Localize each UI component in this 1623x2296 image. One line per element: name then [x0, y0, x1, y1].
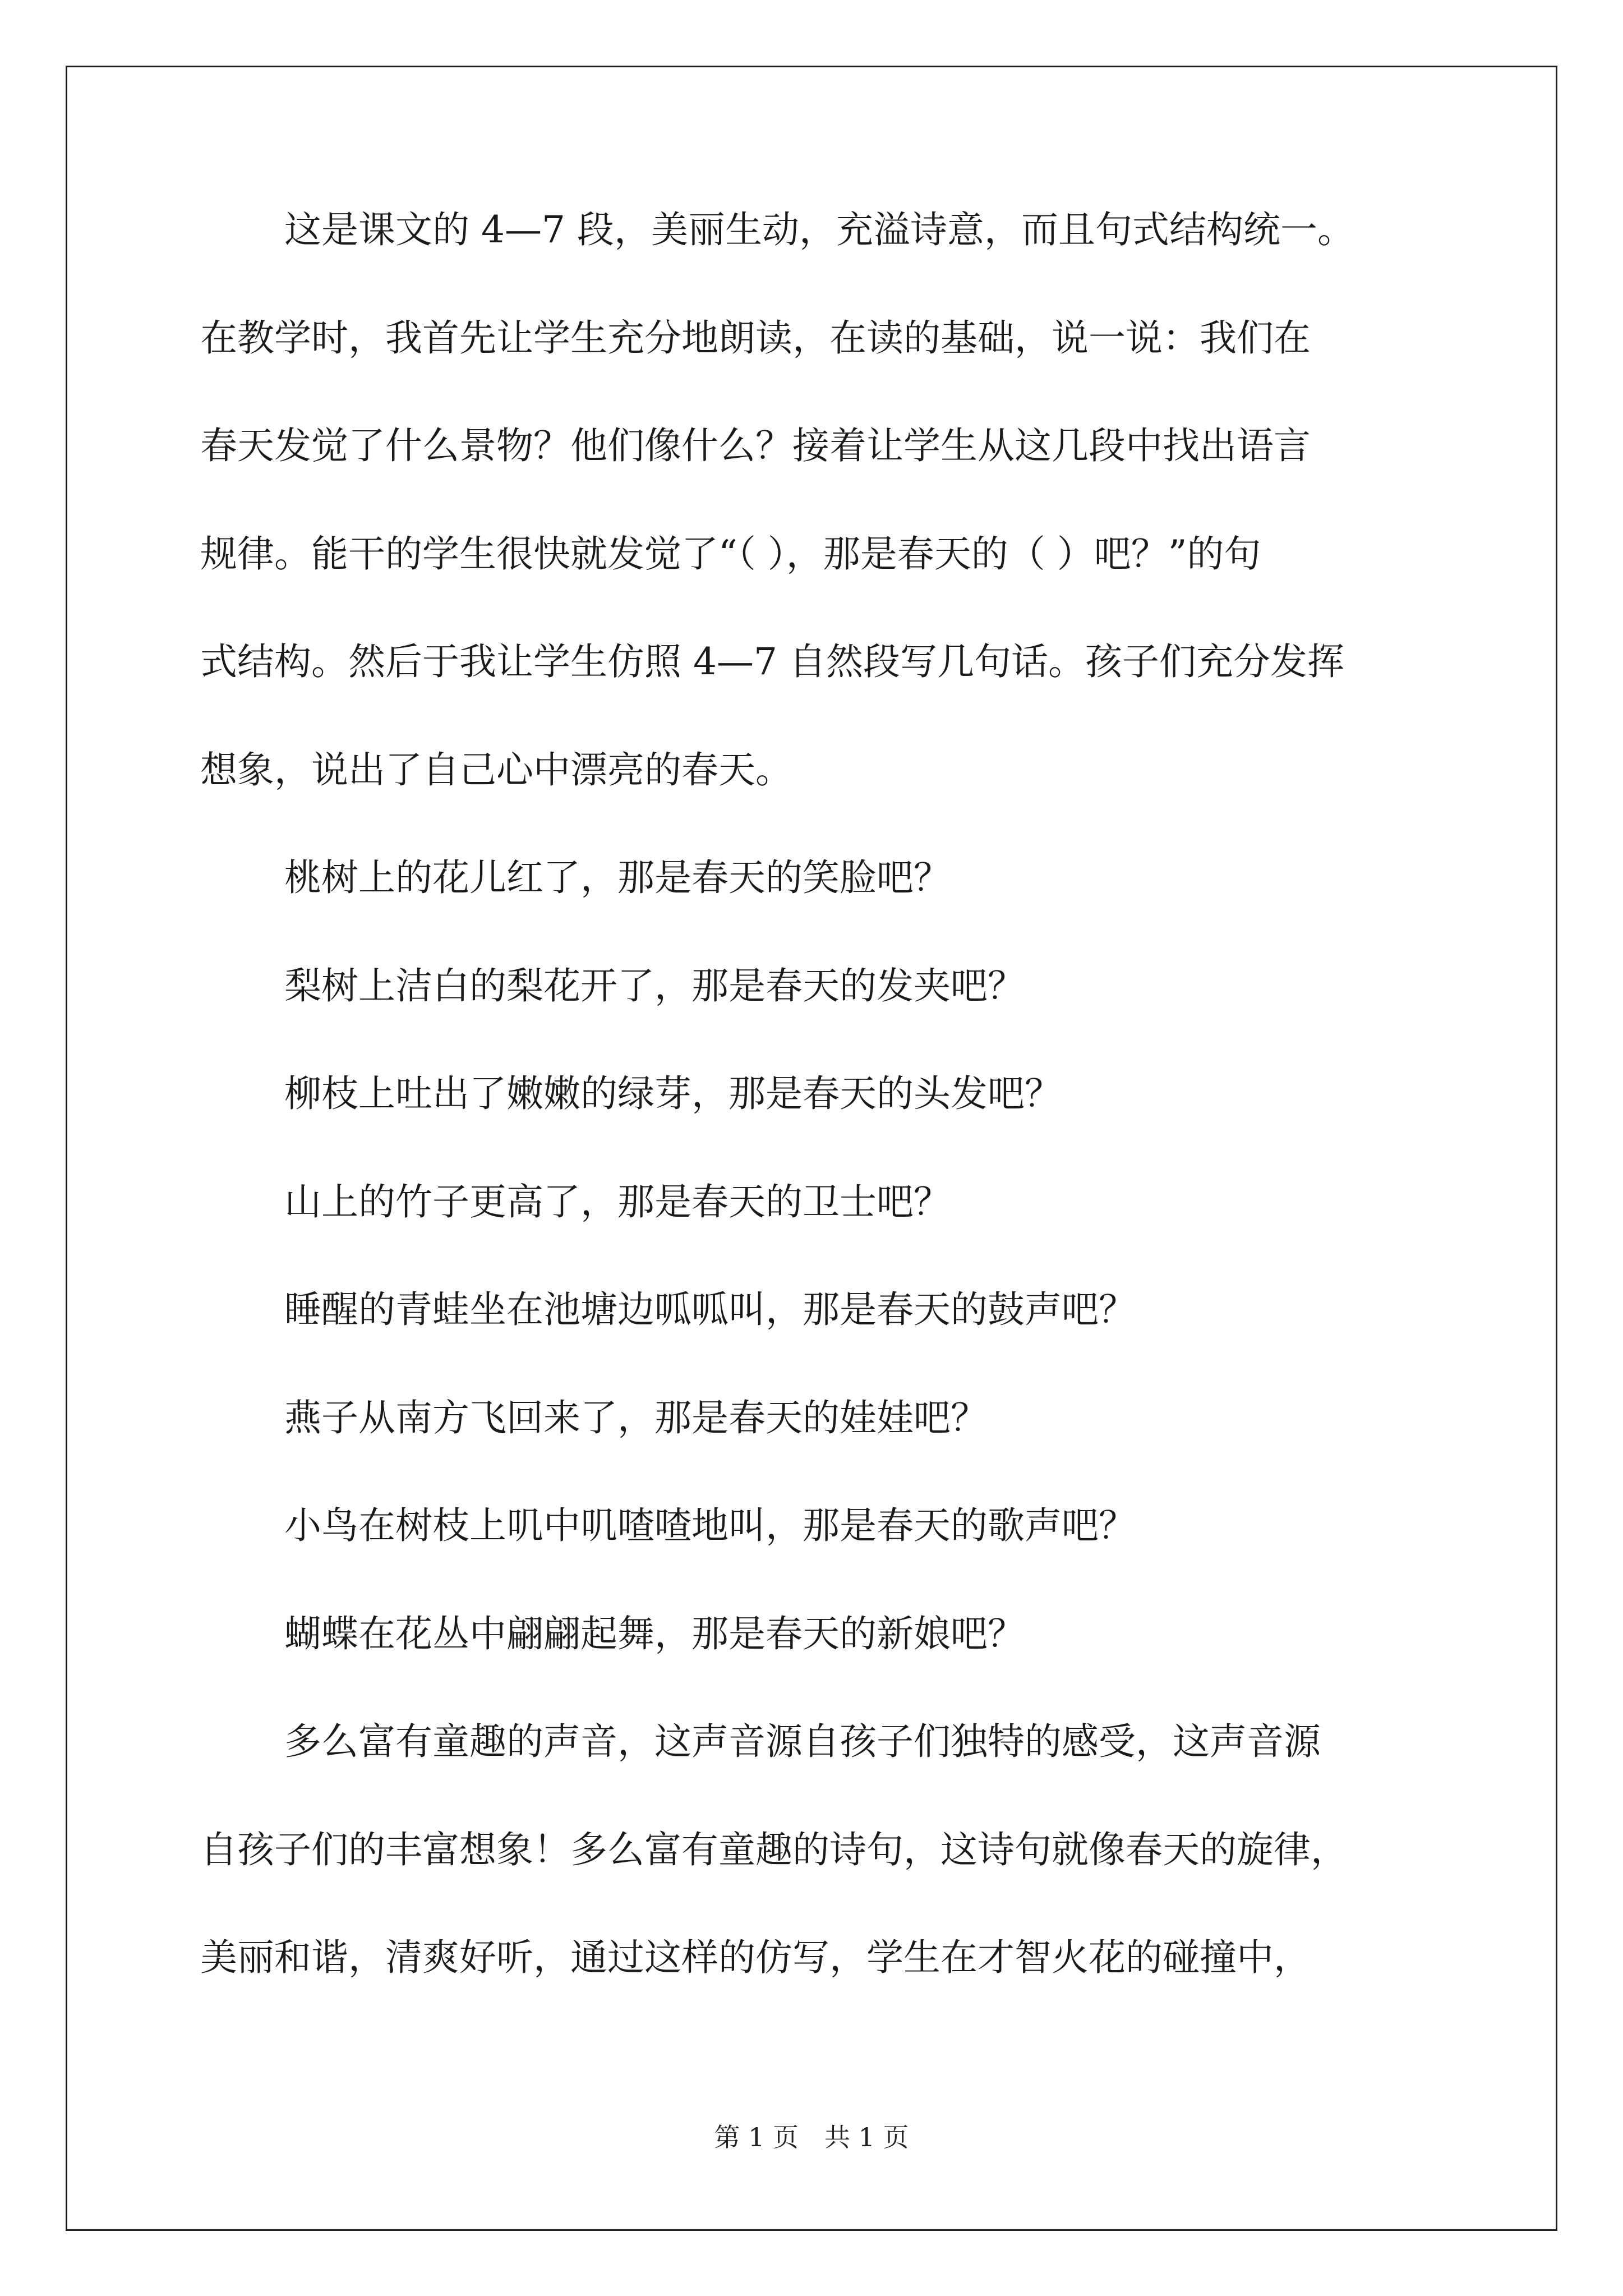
paragraph-line: 想象，说出了自己心中漂亮的春天。: [200, 748, 792, 792]
paragraph-line: 多么富有童趣的声音，这声音源自孩子们独特的感受，这声音源: [284, 1720, 1321, 1763]
paragraph-line: 春天发觉了什么景物？他们像什么？接着让学生从这几段中找出语言: [200, 424, 1311, 467]
paragraph-line: 式结构。然后于我让学生仿照 4—7 自然段写几句话。孩子们充分发挥: [200, 640, 1344, 683]
poem-line: 小鸟在树枝上叽中叽喳喳地叫，那是春天的歌声吧？: [284, 1504, 1136, 1547]
page-border: [66, 66, 1557, 2231]
poem-line: 柳枝上吐出了嫩嫩的绿芽，那是春天的头发吧？: [284, 1072, 1062, 1115]
page-footer: 第 1 页 共 1 页: [714, 2122, 909, 2152]
poem-line: 梨树上洁白的梨花开了，那是春天的发夹吧？: [284, 964, 1025, 1007]
poem-line: 燕子从南方飞回来了，那是春天的娃娃吧？: [284, 1396, 988, 1439]
poem-line: 蝴蝶在花丛中翩翩起舞，那是春天的新娘吧？: [284, 1612, 1025, 1655]
poem-line: 睡醒的青蛙坐在池塘边呱呱叫，那是春天的鼓声吧？: [284, 1288, 1136, 1331]
paragraph-line: 自孩子们的丰富想象！多么富有童趣的诗句，这诗句就像春天的旋律，: [200, 1828, 1348, 1871]
poem-line: 桃树上的花儿红了，那是春天的笑脸吧？: [284, 856, 951, 899]
paragraph-line: 在教学时，我首先让学生充分地朗读，在读的基础，说一说：我们在: [200, 316, 1311, 360]
paragraph-line: 规律。能干的学生很快就发觉了“（ ），那是春天的（ ）吧？”的句: [200, 532, 1261, 576]
paragraph-line: 这是课文的 4—7 段，美丽生动，充溢诗意，而且句式结构统一。: [284, 208, 1354, 251]
paragraph-line: 美丽和谐，清爽好听，通过这样的仿写，学生在才智火花的碰撞中，: [200, 1936, 1311, 1979]
poem-line: 山上的竹子更高了，那是春天的卫士吧？: [284, 1180, 951, 1223]
